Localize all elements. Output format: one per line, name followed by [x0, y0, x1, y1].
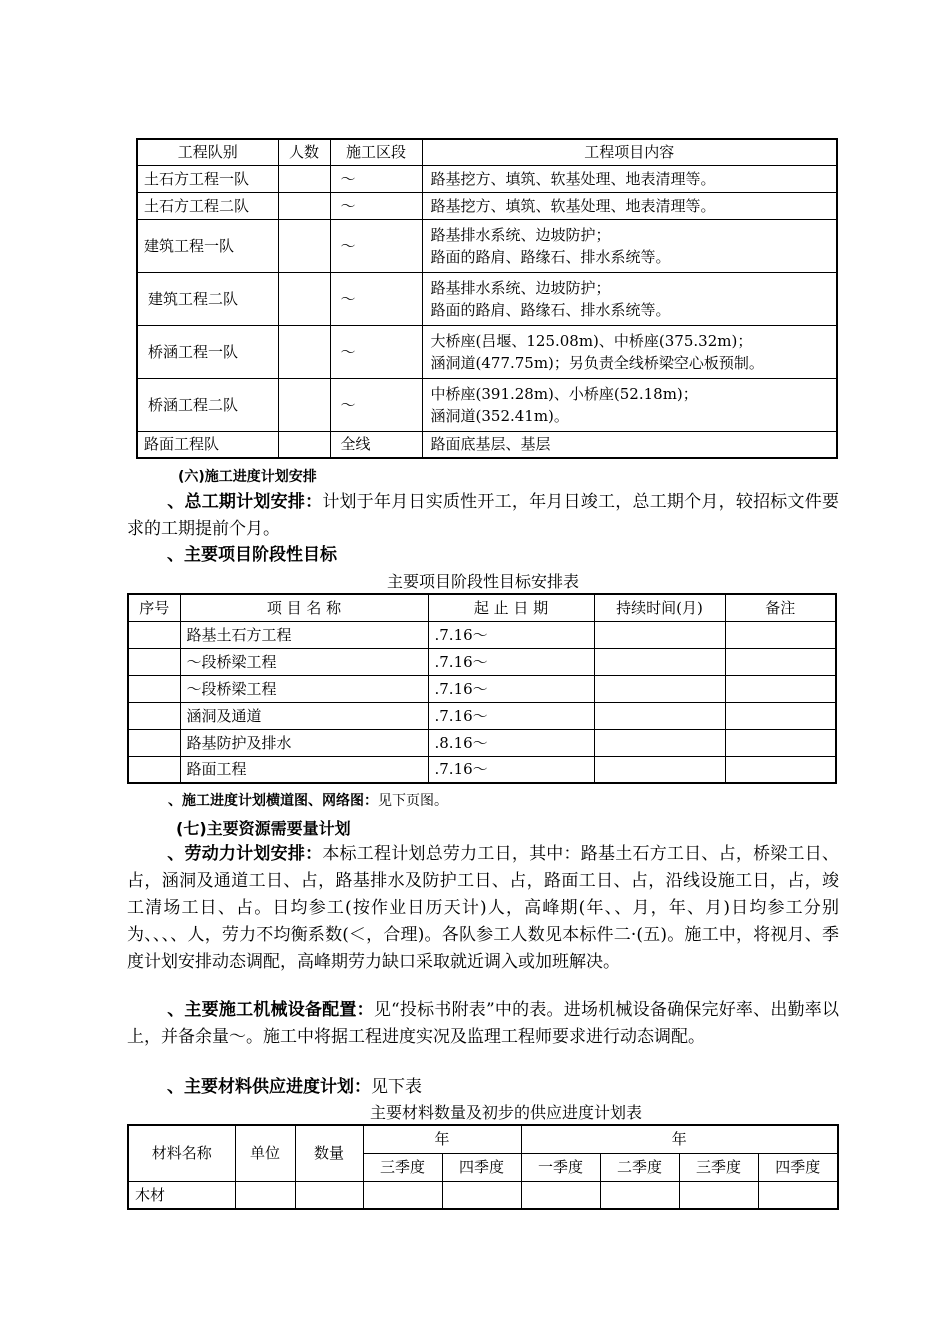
section-cell: ～: [330, 219, 422, 272]
date-cell: .7.16～: [428, 756, 594, 783]
gantt-note: [168, 790, 448, 810]
header-name: 项 目 名 称: [180, 594, 428, 621]
content-cell: [422, 272, 837, 325]
material-table: [127, 1124, 839, 1210]
milestone-label: 、主要项目阶段性目标: [167, 545, 337, 565]
name-cell: ～段桥梁工程: [180, 648, 428, 675]
note-cell: [725, 702, 836, 729]
count-cell: [278, 192, 330, 219]
content-cell: [422, 378, 837, 431]
no-cell: [128, 729, 180, 756]
duration-cell: [594, 756, 725, 783]
header-section: 施工区段: [330, 139, 422, 165]
note-cell: [725, 756, 836, 783]
quarter-cell: [679, 1181, 758, 1209]
duration-cell: [594, 675, 725, 702]
note-cell: [725, 675, 836, 702]
content-line: 涵洞道(477.75m)；另负责全线桥梁空心板预制。: [430, 353, 764, 372]
qty-cell: [295, 1181, 363, 1209]
machine-text: 见“投标书附表”中的表。进场机械设备确保完好率、出勤率以上，并备余量～。施工中将据工程进度实况及监理工程师要求进行动态调配。: [127, 1000, 840, 1047]
content-cell: [422, 325, 837, 378]
duration-cell: [594, 702, 725, 729]
content-cell: 路基挖方、填筑、软基处理、地表清理等。: [422, 192, 837, 219]
date-cell: .7.16～: [428, 621, 594, 648]
header-quarter: 二季度: [600, 1153, 679, 1181]
unit-cell: [235, 1181, 295, 1209]
name-cell: ～段桥梁工程: [180, 675, 428, 702]
team-cell: 路面工程队: [137, 431, 278, 458]
count-cell: [278, 165, 330, 192]
no-cell: [128, 621, 180, 648]
team-cell: 桥涵工程二队: [137, 378, 278, 431]
header-year1: 年: [363, 1125, 521, 1153]
header-quarter: 三季度: [679, 1153, 758, 1181]
section-cell: ～: [330, 378, 422, 431]
header-content: 工程项目内容: [422, 139, 837, 165]
content-line: 路面的路肩、路缘石、排水系统等。: [430, 300, 671, 319]
table-row: [128, 1181, 838, 1209]
name-cell: 涵洞及通道: [180, 702, 428, 729]
table-row: [128, 702, 836, 729]
team-table: [136, 138, 838, 459]
name-cell: 路面工程: [180, 756, 428, 783]
duration-cell: [594, 648, 725, 675]
table-row: [128, 675, 836, 702]
no-cell: [128, 756, 180, 783]
gantt-note-label: 、施工进度计划横道图、网络图：: [168, 793, 378, 809]
table-row: [128, 729, 836, 756]
name-cell: 路基防护及排水: [180, 729, 428, 756]
content-line: 涵洞道(352.41m)。: [430, 406, 569, 425]
section-cell: ～: [330, 165, 422, 192]
date-cell: .7.16～: [428, 648, 594, 675]
table-row: [128, 756, 836, 783]
header-quarter: 一季度: [521, 1153, 600, 1181]
header-year2: 年: [521, 1125, 838, 1153]
material-paragraph: [127, 1074, 839, 1101]
team-cell: 土石方工程一队: [137, 165, 278, 192]
content-cell: 路基挖方、填筑、软基处理、地表清理等。: [422, 165, 837, 192]
team-cell: 建筑工程二队: [137, 272, 278, 325]
content-cell: [422, 219, 837, 272]
count-cell: [278, 431, 330, 458]
stage-table-caption: 主要项目阶段性目标安排表: [386, 572, 579, 591]
labor-label: 、劳动力计划安排：: [167, 844, 323, 864]
schedule-paragraph: [127, 489, 839, 543]
table-row: [128, 621, 836, 648]
section-cell: 全线: [330, 431, 422, 458]
duration-cell: [594, 621, 725, 648]
section6-heading: (六)施工进度计划安排: [178, 469, 317, 485]
labor-text: 本标工程计划总劳力工日，其中：路基土石方工日、占，桥梁工日、占，涵洞及通道工日、占，路基排水及防护工日、占，路面工日、占，沿线设施工日，占，竣工清场工日、占。日均参工(按作业日历天计)人，高峰期(年、、月，年、月)日均参工分别为、、、、人，劳力不均衡系数(＜，合理)。各队参工人数见本标件二·(五)。施工中，将视月、季度计划安排动态调配，高峰期劳力缺口采取就近调入或加班解决。: [127, 844, 840, 972]
header-team: 工程队别: [137, 139, 278, 165]
content-line: 路面的路肩、路缘石、排水系统等。: [430, 247, 671, 266]
material-label: 、主要材料供应进度计划：: [167, 1077, 371, 1097]
note-cell: [725, 648, 836, 675]
stage-table: [127, 593, 837, 784]
section-cell: ～: [330, 272, 422, 325]
schedule-text: 计划于年月日实质性开工，年月日竣工，总工期个月，较招标文件要求的工期提前个月。: [127, 492, 840, 539]
machine-label: 、主要施工机械设备配置：: [167, 1000, 374, 1020]
labor-paragraph: [127, 841, 839, 976]
schedule-label: 、总工期计划安排：: [167, 492, 323, 512]
material-table-caption: 主要材料数量及初步的供应进度计划表: [369, 1103, 642, 1122]
team-cell: 土石方工程二队: [137, 192, 278, 219]
count-cell: [278, 272, 330, 325]
section-cell: ～: [330, 325, 422, 378]
quarter-cell: [363, 1181, 442, 1209]
note-cell: [725, 621, 836, 648]
duration-cell: [594, 729, 725, 756]
header-no: 序号: [128, 594, 180, 621]
header-unit: 单位: [235, 1125, 295, 1181]
header-quarter: 三季度: [363, 1153, 442, 1181]
team-cell: 桥涵工程一队: [137, 325, 278, 378]
machine-paragraph: [127, 997, 839, 1051]
count-cell: [278, 219, 330, 272]
note-cell: [725, 729, 836, 756]
header-count: 人数: [278, 139, 330, 165]
no-cell: [128, 702, 180, 729]
milestone-paragraph: [127, 542, 839, 569]
gantt-note-text: 见下页图。: [378, 793, 448, 809]
content-line: 路基排水系统、边坡防护；: [430, 225, 611, 244]
header-quarter: 四季度: [442, 1153, 521, 1181]
quarter-cell: [758, 1181, 838, 1209]
no-cell: [128, 675, 180, 702]
name-cell: 路基土石方工程: [180, 621, 428, 648]
content-line: 中桥座(391.28m)、小桥座(52.18m)；: [430, 384, 698, 403]
material-name-cell: 木材: [128, 1181, 235, 1209]
date-cell: .7.16～: [428, 702, 594, 729]
date-cell: .7.16～: [428, 675, 594, 702]
content-cell: 路面底基层、基层: [422, 431, 837, 458]
section-cell: ～: [330, 192, 422, 219]
header-qty: 数量: [295, 1125, 363, 1181]
count-cell: [278, 378, 330, 431]
section7-heading: (七)主要资源需要量计划: [176, 819, 351, 838]
no-cell: [128, 648, 180, 675]
date-cell: .8.16～: [428, 729, 594, 756]
quarter-cell: [600, 1181, 679, 1209]
header-quarter: 四季度: [758, 1153, 838, 1181]
header-note: 备注: [725, 594, 836, 621]
content-line: 大桥座(吕堰、125.08m)、中桥座(375.32m)；: [430, 331, 753, 350]
material-text: 见下表: [371, 1077, 422, 1097]
count-cell: [278, 325, 330, 378]
table-row: [128, 648, 836, 675]
quarter-cell: [442, 1181, 521, 1209]
team-cell: 建筑工程一队: [137, 219, 278, 272]
content-line: 路基排水系统、边坡防护；: [430, 278, 611, 297]
header-material: 材料名称: [128, 1125, 235, 1181]
header-duration: 持续时间(月): [594, 594, 725, 621]
quarter-cell: [521, 1181, 600, 1209]
header-date: 起 止 日 期: [428, 594, 594, 621]
